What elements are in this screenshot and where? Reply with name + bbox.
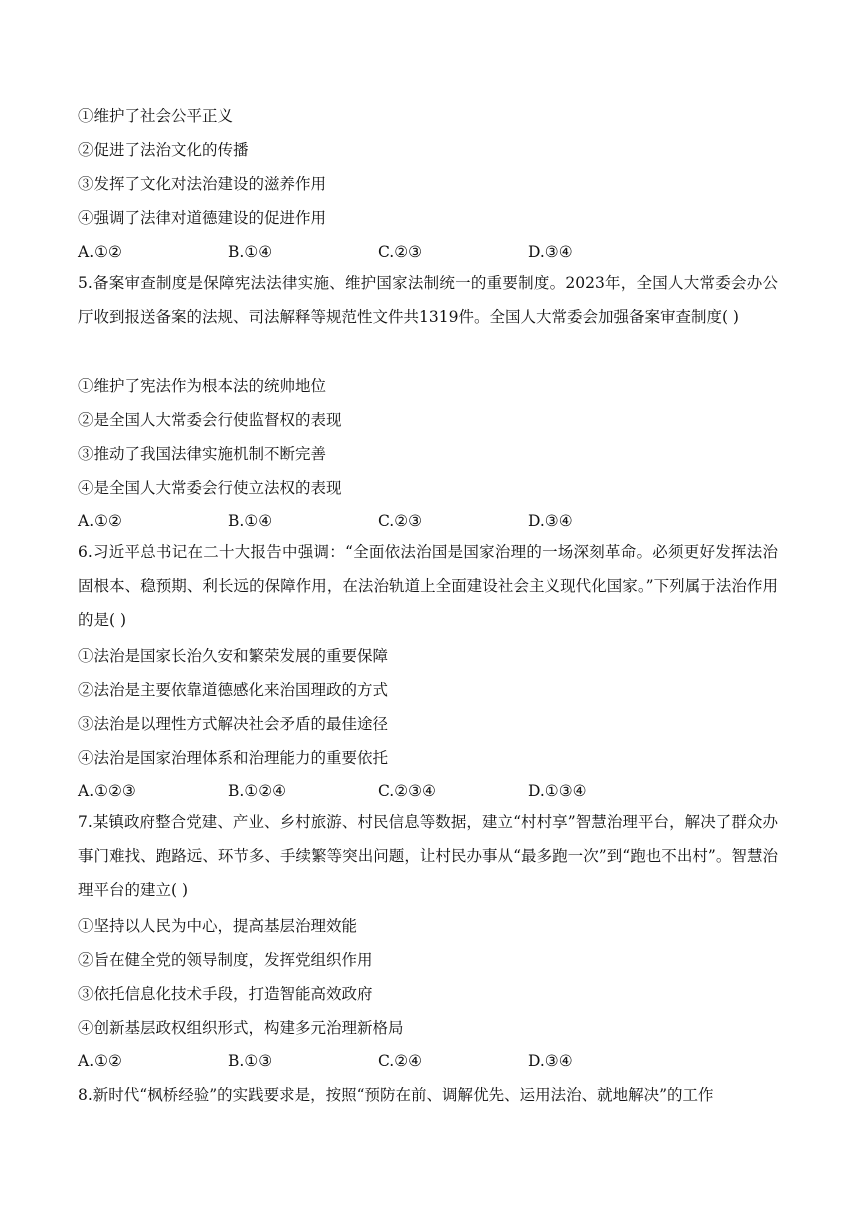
q7-item-3: ③依托信息化技术手段，打造智能高效政府: [78, 985, 373, 1003]
q6-item-3: ③法治是以理性方式解决社会矛盾的最佳途径: [78, 715, 389, 733]
q7-item-4: ④创新基层政权组织形式，构建多元治理新格局: [78, 1019, 404, 1037]
q5-stem: 5.备案审查制度是保障宪法法律实施、维护国家法制统一的重要制度。2023年，全国人大常委会办公厅收到报送备案的法规、司法解释等规范性文件共1319件。全国人大常委会加强备案审查制度( ): [78, 274, 778, 326]
q7-item-2: ②旨在健全党的领导制度，发挥党组织作用: [78, 951, 373, 969]
q6-stem: 6.习近平总书记在二十大报告中强调：“全面依法治国是国家治理的一场深刻革命。必须更好发挥法治固根本、稳预期、利长远的保障作用，在法治轨道上全面建设社会主义现代化国家。”下列属于法治作用的是( ): [78, 543, 778, 629]
q7-stem: 7.某镇政府整合党建、产业、乡村旅游、村民信息等数据，建立“村村享”智慧治理平台，解决了群众办事门难找、跑路远、环节多、手续繁等突出问题，让村民办事从“最多跑一次”到“跑也不出村”。智慧治理平台的建立( ): [78, 813, 778, 899]
q5-item-2: ②是全国人大常委会行使监督权的表现: [78, 411, 342, 429]
q6-item-4: ④法治是国家治理体系和治理能力的重要依托: [78, 749, 389, 767]
q6-item-2: ②法治是主要依靠道德感化来治国理政的方式: [78, 681, 389, 699]
q4-option-a: A.①②: [78, 243, 122, 261]
q4-item-1: ①维护了社会公平正义: [78, 107, 234, 125]
q5-item-4: ④是全国人大常委会行使立法权的表现: [78, 479, 342, 497]
q4-option-c: C.②③: [378, 243, 423, 261]
q4-item-4: ④强调了法律对道德建设的促进作用: [78, 209, 327, 227]
q5-option-b: B.①④: [228, 512, 273, 530]
q7-option-d: D.③④: [528, 1052, 573, 1070]
q8-stem-first-line: 8.新时代“枫桥经验”的实践要求是，按照“预防在前、调解优先、运用法治、就地解决”的工作: [78, 1086, 714, 1104]
q4-option-b: B.①④: [228, 243, 273, 261]
q4-option-d: D.③④: [528, 243, 573, 261]
q7-option-c: C.②④: [378, 1052, 423, 1070]
q4-item-2: ②促进了法治文化的传播: [78, 141, 249, 159]
q7-item-1: ①坚持以人民为中心，提高基层治理效能: [78, 917, 358, 935]
q6-item-1: ①法治是国家长治久安和繁荣发展的重要保障: [78, 647, 389, 665]
q5-option-d: D.③④: [528, 512, 573, 530]
q6-option-d: D.①③④: [528, 782, 587, 800]
q7-option-a: A.①②: [78, 1052, 122, 1070]
q6-option-b: B.①②④: [228, 782, 287, 800]
q4-item-3: ③发挥了文化对法治建设的滋养作用: [78, 175, 327, 193]
q6-option-a: A.①②③: [78, 782, 136, 800]
q5-item-1: ①维护了宪法作为根本法的统帅地位: [78, 377, 327, 395]
q5-item-3: ③推动了我国法律实施机制不断完善: [78, 445, 327, 463]
q6-option-c: C.②③④: [378, 782, 436, 800]
q5-option-a: A.①②: [78, 512, 122, 530]
q5-option-c: C.②③: [378, 512, 423, 530]
q7-option-b: B.①③: [228, 1052, 273, 1070]
